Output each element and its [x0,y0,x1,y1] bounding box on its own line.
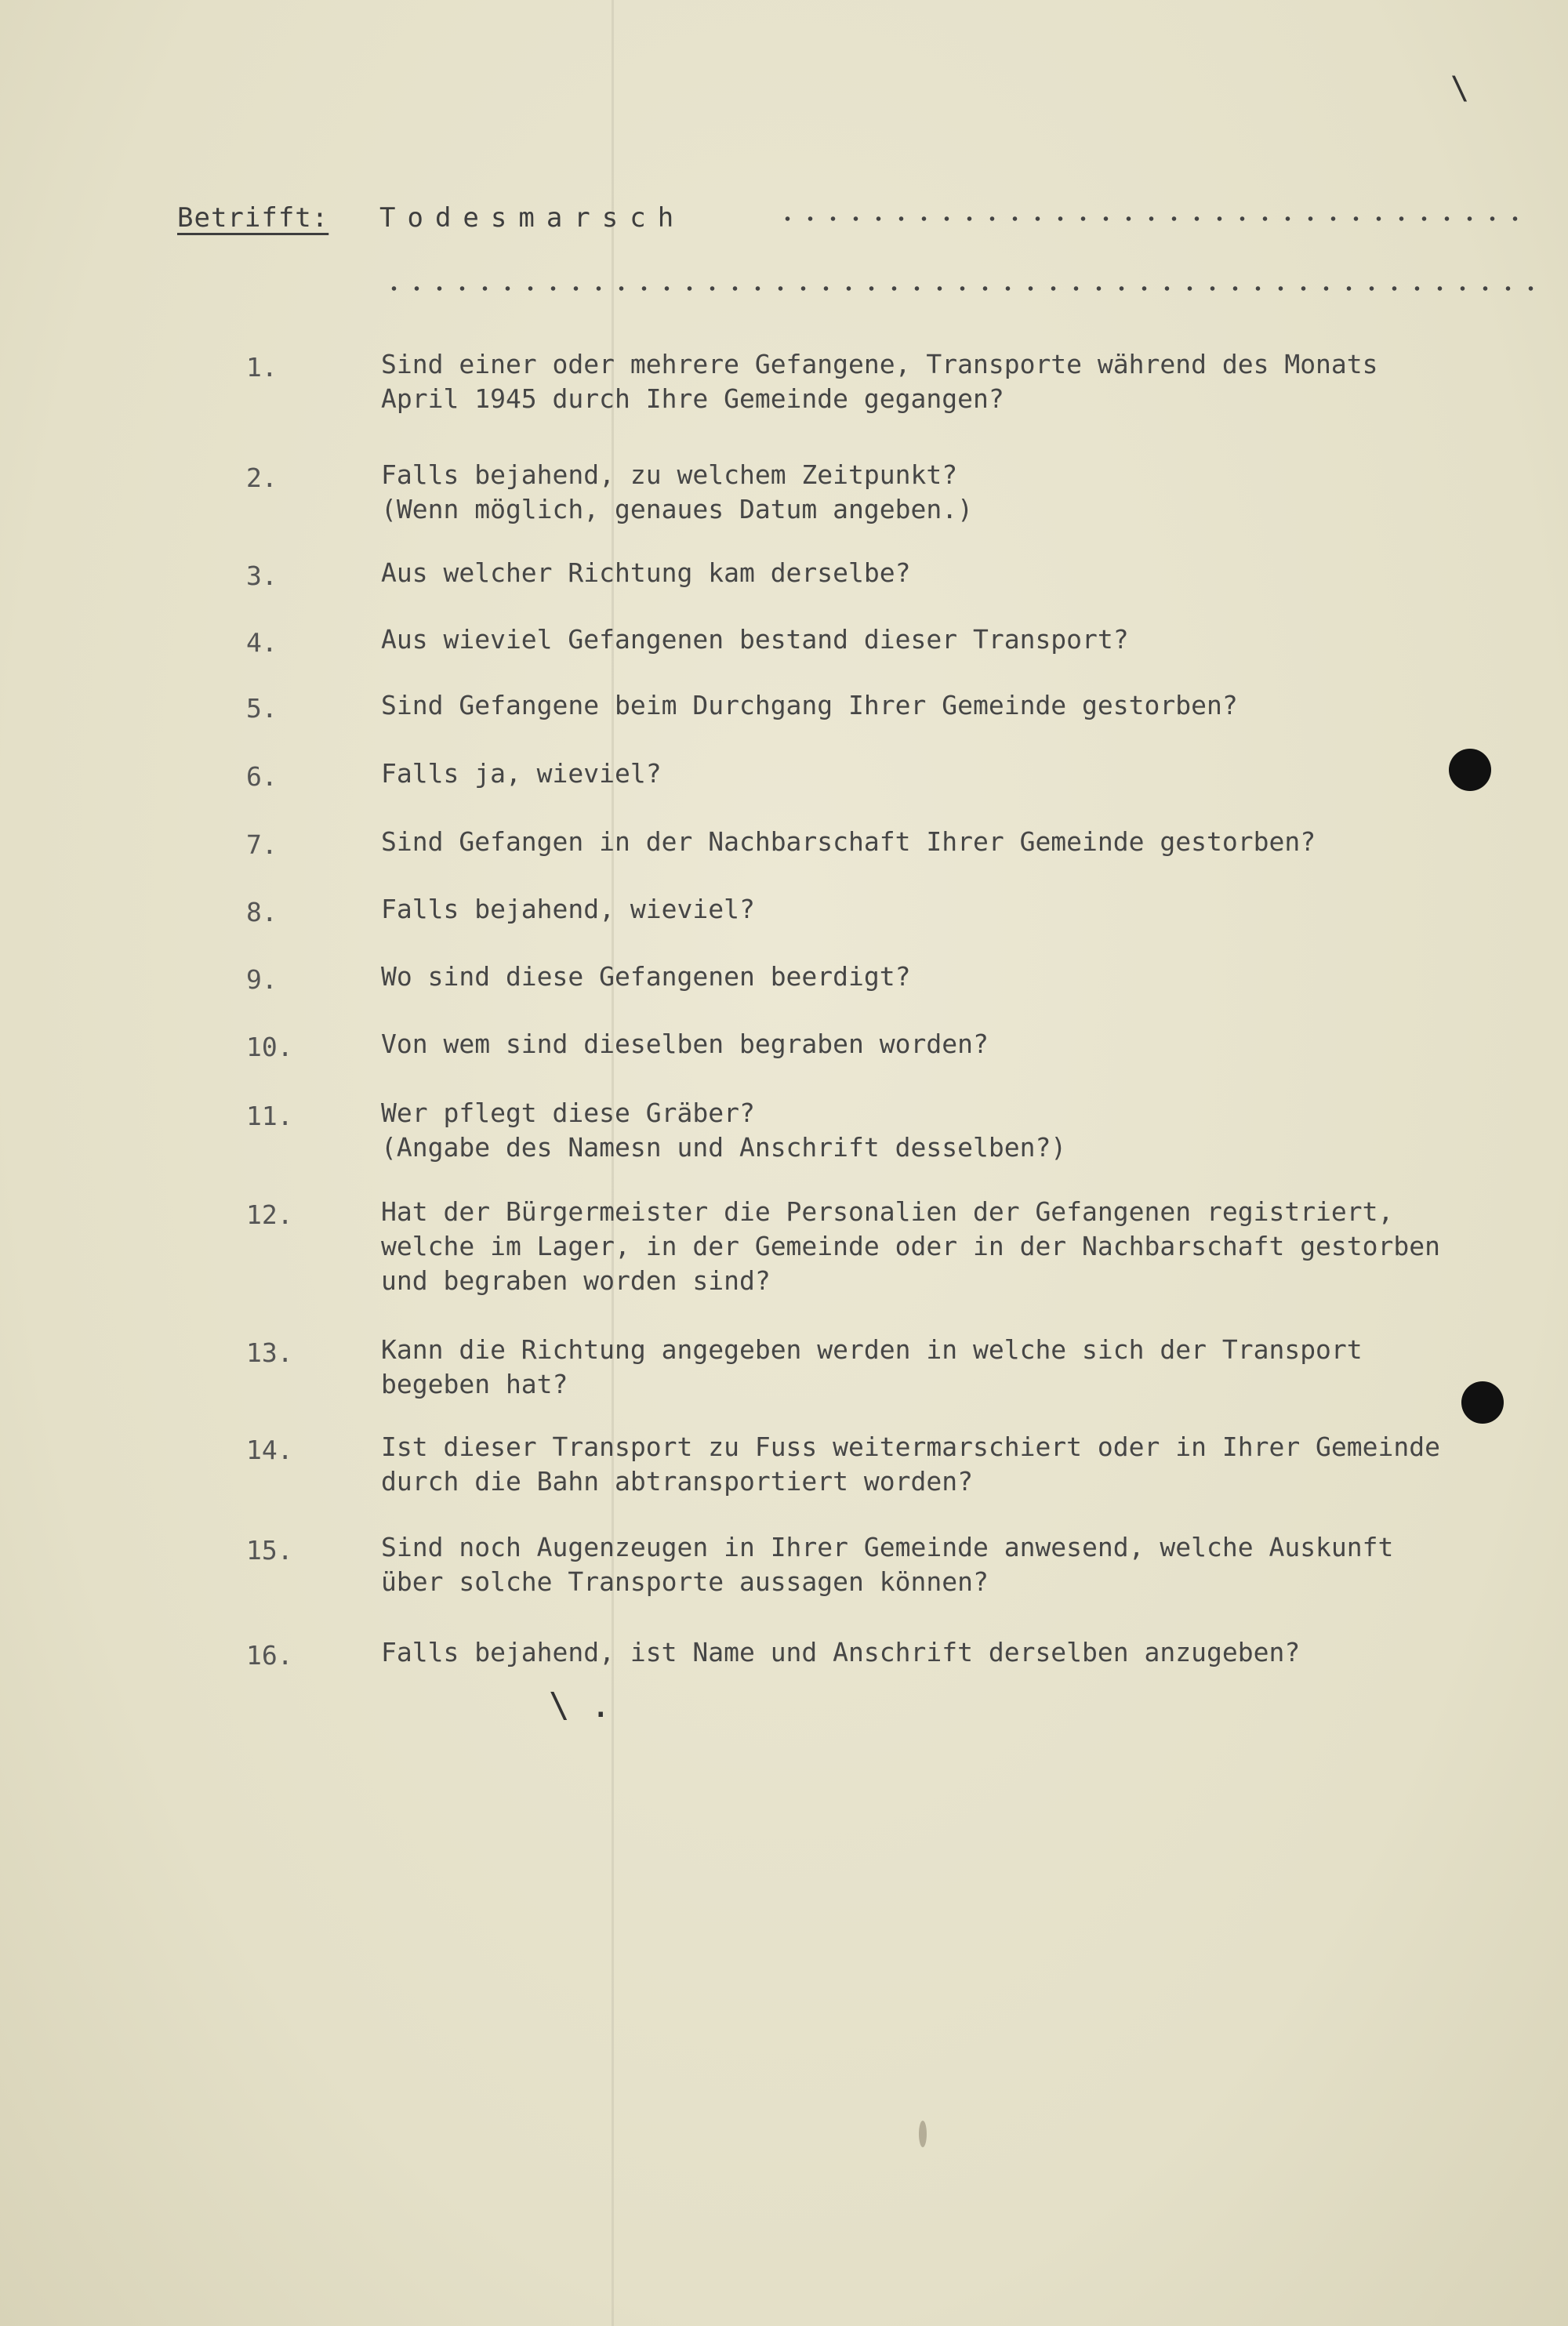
question-text: Ist dieser Transport zu Fuss weitermarschiert oder in Ihrer Gemeinde durch die Bahn abtransportiert worden? [381,1432,1441,1497]
question-text: Hat der Bürgermeister die Personalien der Gefangenen registriert, welche im Lager, in der Gemeinde oder in der Nachbarschaft gestorben und begraben worden sind? [381,1196,1441,1296]
paper-smudge [919,2121,927,2147]
question-number: 7. [246,829,278,860]
question-text: Falls bejahend, wieviel? [381,894,755,924]
question-text: Wo sind diese Gefangenen beerdigt? [381,961,911,992]
question-text: Von wem sind dieselben begraben worden? [381,1029,989,1059]
question-number: 5. [246,693,278,724]
question-number: 4. [246,627,278,658]
question-number: 3. [246,561,278,591]
question-number: 2. [246,463,278,493]
punch-hole [1461,1381,1504,1424]
dotted-fill-line-1 [776,216,1529,222]
question-number: 8. [246,897,278,927]
question-text: Wer pflegt diese Gräber? (Angabe des Namesn und Anschrift desselben?) [381,1098,1067,1163]
question-text: Sind Gefangen in der Nachbarschaft Ihrer Gemeinde gestorben? [381,826,1316,857]
question-number: 9. [246,964,278,995]
question-text: Falls ja, wieviel? [381,758,662,789]
subject-label: Betrifft: [177,202,329,234]
question-number: 16. [246,1640,293,1671]
question-number: 6. [246,761,278,792]
pencil-mark: \ . [549,1686,612,1725]
question-text: Sind einer oder mehrere Gefangene, Transporte während des Monats April 1945 durch Ihre Gemeinde gegangen? [381,349,1378,414]
subject-title: Todesmarsch [379,202,686,234]
question-number: 15. [246,1535,293,1566]
question-text: Sind Gefangene beim Durchgang Ihrer Gemeinde gestorben? [381,690,1238,720]
question-text: Falls bejahend, zu welchem Zeitpunkt? (Wenn möglich, genaues Datum angeben.) [381,459,973,524]
question-text: Aus welcher Richtung kam derselbe? [381,557,911,588]
dotted-fill-line-2 [383,285,1540,292]
question-number: 14. [246,1435,293,1465]
punch-hole [1449,749,1491,791]
pencil-mark: \ [1450,71,1470,107]
question-text: Aus wieviel Gefangenen bestand dieser Transport? [381,624,1129,655]
question-text: Sind noch Augenzeugen in Ihrer Gemeinde anwesend, welche Auskunft über solche Transporte aussagen können? [381,1532,1394,1597]
question-number: 10. [246,1032,293,1062]
question-number: 12. [246,1199,293,1230]
question-text: Falls bejahend, ist Name und Anschrift derselben anzugeben? [381,1637,1301,1667]
question-text: Kann die Richtung angegeben werden in welche sich der Transport begeben hat? [381,1334,1363,1399]
question-number: 11. [246,1101,293,1131]
question-number: 13. [246,1337,293,1368]
question-number: 1. [246,352,278,383]
